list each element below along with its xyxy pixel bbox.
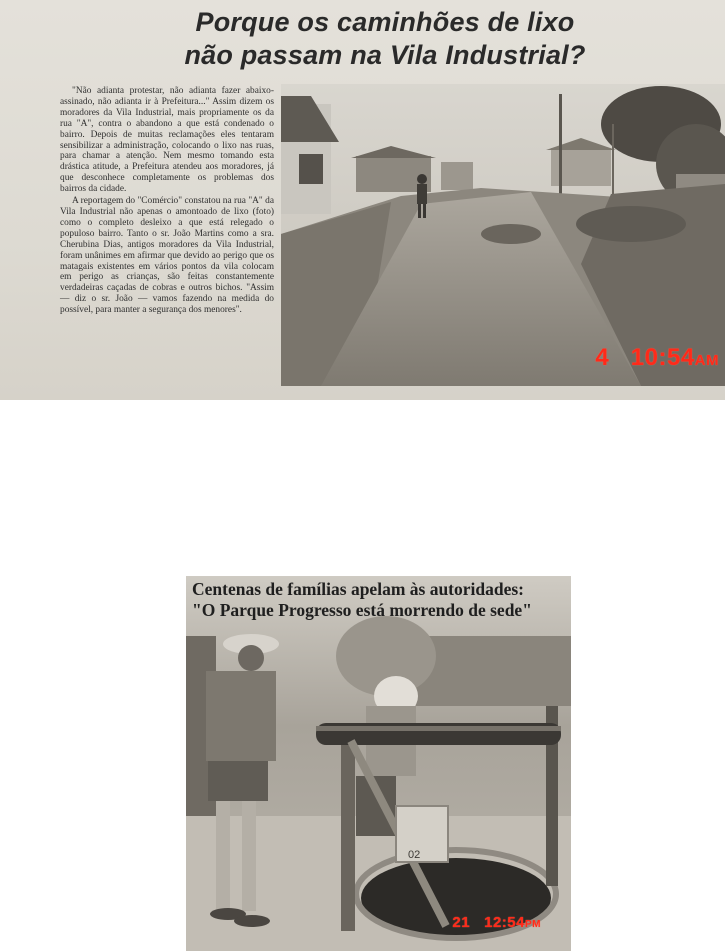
- photo1-date-stamp: [595, 344, 719, 372]
- photo2-stamp-day: 21: [452, 914, 471, 931]
- well-photo-drawing: [186, 576, 571, 951]
- photo2-stamp-ampm: PM: [525, 919, 541, 930]
- article1-headline-line2: não passam na Vila Industrial?: [184, 40, 586, 70]
- article1-paragraph-1: "Não adianta protestar, não adianta fazer abaixo-assinado, não adianta ir à Prefeitura..." Assim dizem os moradores da Vila Industrial, mais propriamente os da rua "A", contra o abandono a que está condenado o bairro. Depois de muitas reclamações eles tentaram sensibilizar a administração, colocando o lixo nas ruas, para chamar a atenção. Nem mesmo tomando esta drástica atitude, a Prefeitura atendeu aos moradores, já que desconhece completamente os problemas dos bairros da cidade.: [60, 86, 274, 195]
- article1-body: [60, 86, 274, 317]
- article1-headline-line1: Porque os caminhões de lixo: [195, 7, 575, 37]
- photo1-stamp-ampm: AM: [694, 352, 719, 369]
- article2-headline: [192, 579, 564, 621]
- well-photo: [186, 576, 571, 951]
- street-photo: [281, 84, 725, 386]
- article1-headline: [60, 6, 710, 72]
- street-photo-drawing: [281, 84, 725, 386]
- article2-headline-line2: "O Parque Progresso está morrendo de sede": [192, 600, 532, 620]
- article1-paragraph-2: A reportagem do "Comércio" constatou na rua "A" da Vila Industrial não apenas o amontoado de lixo (foto) como o completo desleixo a que está relegado o populoso bairro. Tanto o sr. João Martins como a sra. Cherubina Dias, antigos moradores da Vila Industrial, foram unânimes em afirmar que devido ao perigo que os matagais existentes em vários pontos da vila colocam em perigo as crianças, são feitas constantemente verdadeiras caçadas de cobras e outros bichos. "Assim — diz o sr. João — vamos fazendo na medida do possível, para manter a segurança dos menores".: [60, 196, 274, 316]
- photo1-stamp-day: 4: [595, 344, 610, 371]
- photo2-date-stamp: [452, 914, 541, 931]
- article2-headline-line1: Centenas de famílias apelam às autoridades:: [192, 579, 525, 599]
- newspaper-clipping-water: [186, 576, 571, 951]
- bucket-label: 02: [408, 849, 421, 861]
- photo2-stamp-time: 12:54: [484, 914, 525, 931]
- newspaper-clipping-garbage: [0, 0, 725, 400]
- photo1-stamp-time: 10:54: [630, 344, 695, 371]
